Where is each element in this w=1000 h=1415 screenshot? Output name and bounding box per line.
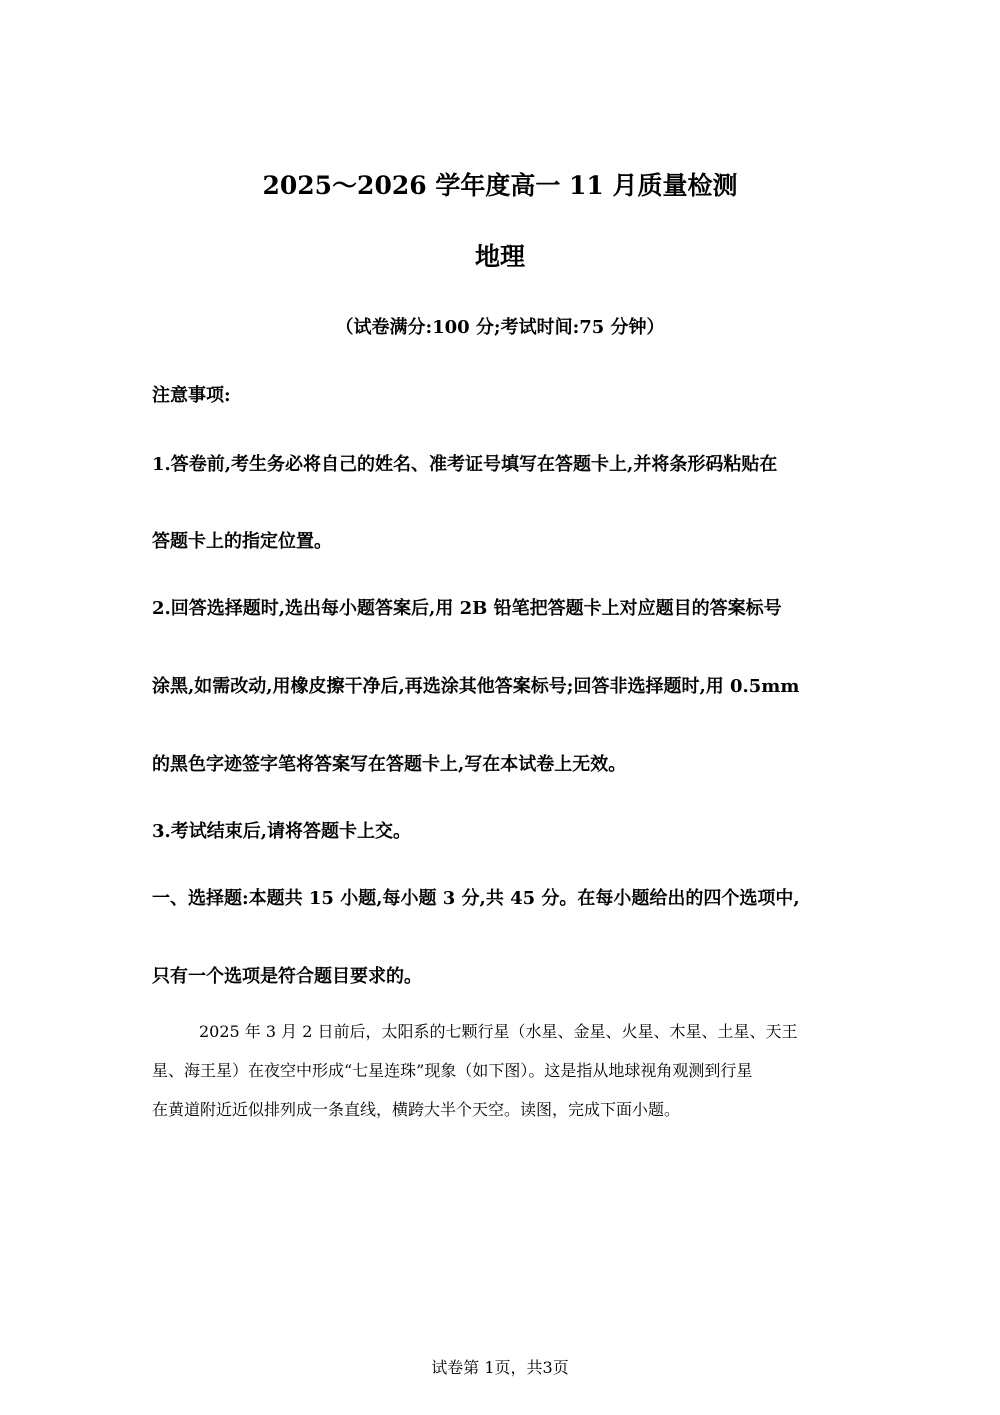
notice-line: 涂黑,如需改动,用橡皮擦干净后,再选涂其他答案标号;回答非选择题时,用 0.5mm: [152, 676, 800, 697]
notice-heading: 注意事项:: [152, 385, 231, 406]
notice-line: 的黑色字迹签字笔将答案写在答题卡上,写在本试卷上无效。: [152, 754, 627, 775]
section-heading-line: 只有一个选项是符合题目要求的。: [152, 966, 422, 987]
notice-line: 3.考试结束后,请将答题卡上交。: [152, 821, 412, 842]
section-heading-line: 一、选择题:本题共 15 小题,每小题 3 分,共 45 分。在每小题给出的四个选项中,: [152, 888, 800, 909]
exam-title: 2025～2026 学年度高一 11 月质量检测: [262, 171, 738, 200]
passage-line: 星、海王星）在夜空中形成“七星连珠”现象（如下图）。这是指从地球视角观测到行星: [152, 1061, 753, 1080]
subject-title: 地理: [474, 242, 525, 271]
notice-line: 1.答卷前,考生务必将自己的姓名、准考证号填写在答题卡上,并将条形码粘贴在: [152, 454, 778, 475]
passage-line: 在黄道附近近似排列成一条直线，横跨大半个天空。读图，完成下面小题。: [152, 1100, 681, 1119]
exam-info: （试卷满分:100 分;考试时间:75 分钟）: [335, 317, 665, 338]
notice-line: 2.回答选择题时,选出每小题答案后,用 2B 铅笔把答题卡上对应题目的答案标号: [152, 598, 782, 619]
notice-line: 答题卡上的指定位置。: [152, 531, 332, 552]
page-footer: 试卷第 1页，共3页: [431, 1358, 569, 1377]
passage-line: 2025 年 3 月 2 日前后，太阳系的七颗行星（水星、金星、火星、木星、土星、天王: [199, 1022, 798, 1041]
